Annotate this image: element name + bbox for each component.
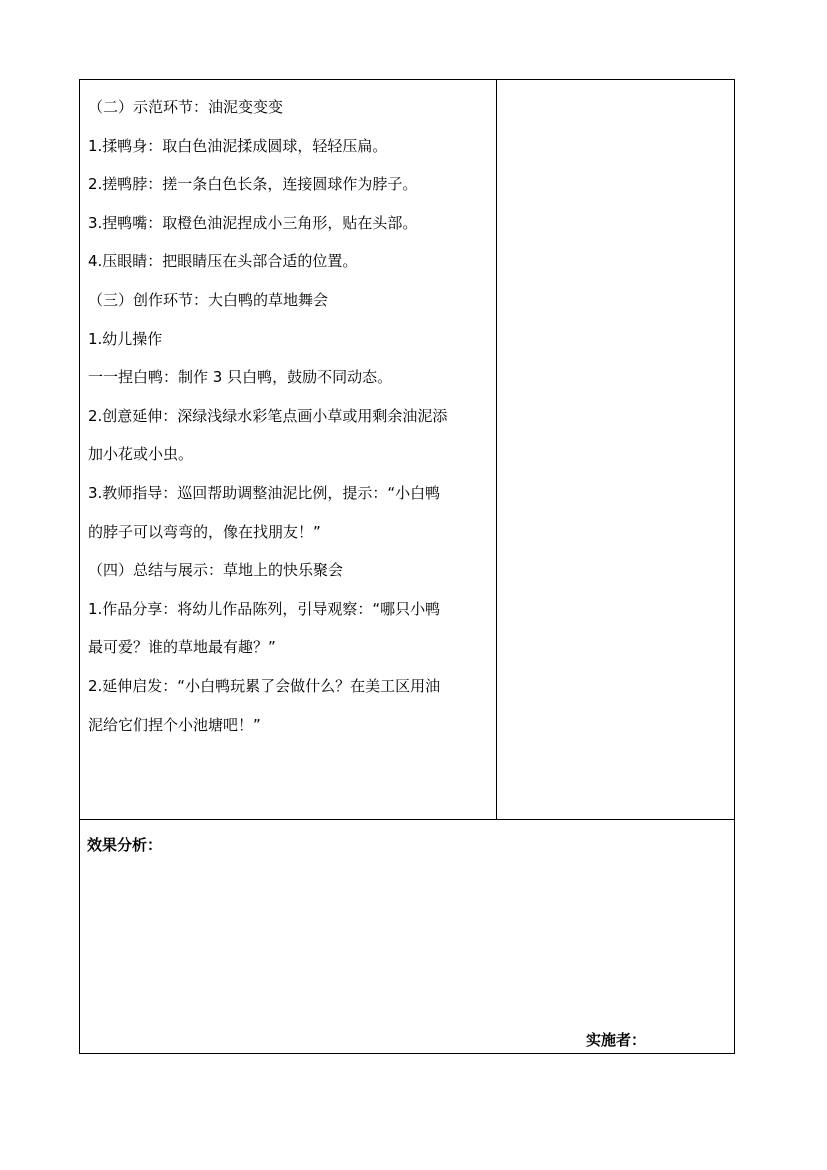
activity-process-cell <box>80 80 497 819</box>
step-line: 2.延伸启发：“小白鸭玩累了会做什么？在美工区用油 <box>88 676 441 695</box>
implementer-label: 实施者： <box>586 1031 647 1049</box>
step-line: 加小花或小虫。 <box>88 445 194 464</box>
step-line: 2.创意延伸：深绿浅绿水彩笔点画小草或用剩余油泥添 <box>88 406 448 425</box>
section-heading-summary: （四）总结与展示：草地上的快乐聚会 <box>88 561 344 580</box>
step-line: 最可爱？谁的草地最有趣？” <box>88 638 276 657</box>
effect-analysis-label: 效果分析： <box>87 836 163 854</box>
activity-row <box>80 80 734 820</box>
step-line: 1.幼儿操作 <box>88 329 163 348</box>
step-line: 4.压眼睛：把眼睛压在头部合适的位置。 <box>88 252 358 271</box>
step-line: 泥给它们捏个小池塘吧！” <box>88 715 261 734</box>
effect-analysis-row <box>80 820 734 1053</box>
step-line: 1.揉鸭身：取白色油泥揉成圆球，轻轻压扁。 <box>88 136 388 155</box>
step-line: 1.作品分享：将幼儿作品陈列，引导观察：“哪只小鸭 <box>88 599 441 618</box>
step-line: 一一捏白鸭：制作 3 只白鸭，鼓励不同动态。 <box>88 368 393 387</box>
section-heading-create: （三）创作环节：大白鸭的草地舞会 <box>88 290 329 309</box>
section-heading-demo: （二）示范环节：油泥变变变 <box>88 98 284 116</box>
step-line: 3.捏鸭嘴：取橙色油泥捏成小三角形，贴在头部。 <box>88 213 418 232</box>
step-line: 3.教师指导：巡回帮助调整油泥比例，提示：“小白鸭 <box>88 483 441 502</box>
step-line: 的脖子可以弯弯的，像在找朋友！” <box>88 522 321 541</box>
lesson-plan-table <box>79 79 735 1054</box>
notes-cell <box>497 80 734 819</box>
step-line: 2.搓鸭脖：搓一条白色长条，连接圆球作为脖子。 <box>88 175 418 194</box>
